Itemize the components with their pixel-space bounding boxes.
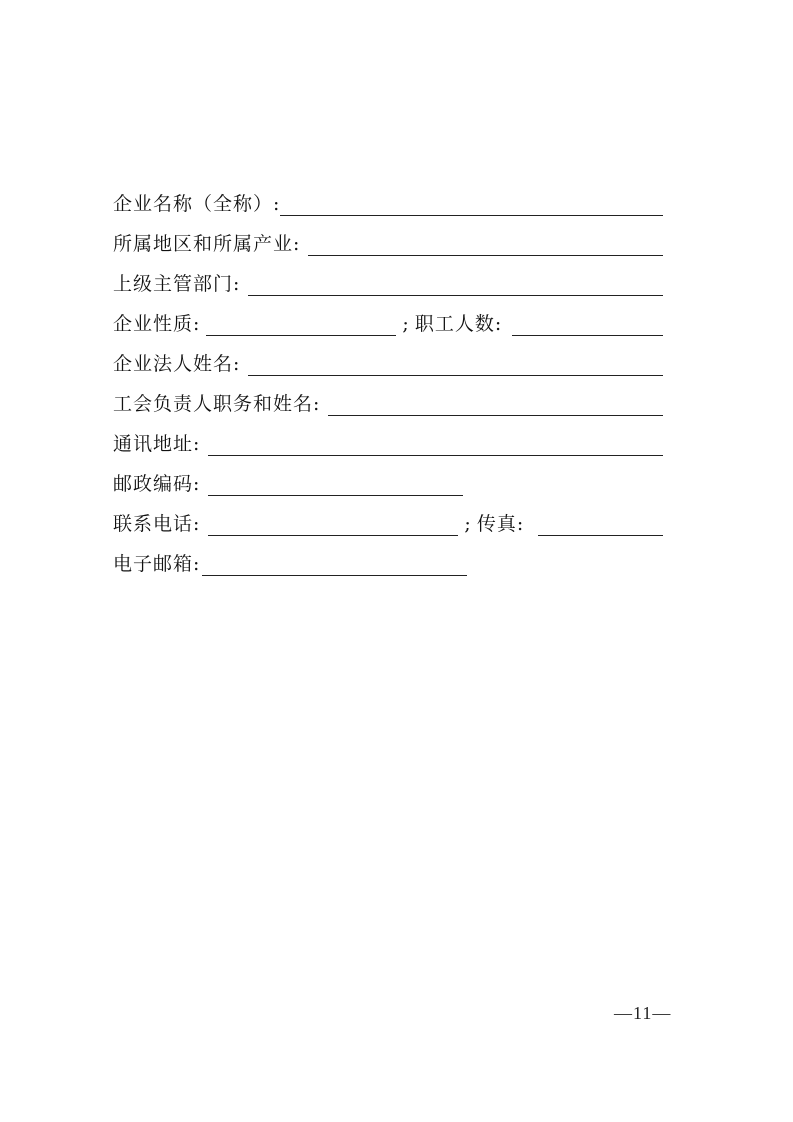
row-email: [113, 540, 663, 580]
legal-rep-label: 企业法人姓名:: [113, 353, 241, 375]
row-region-industry: [113, 220, 663, 260]
region-industry-label: 所属地区和所属产业:: [113, 233, 301, 255]
row-address: [113, 420, 663, 460]
email-label: 电子邮箱:: [113, 553, 201, 575]
row-supervisor: [113, 260, 663, 300]
legal-rep-blank[interactable]: [248, 353, 663, 376]
company-name-blank[interactable]: [280, 193, 663, 216]
union-head-blank[interactable]: [328, 393, 663, 416]
separator: ;: [464, 513, 471, 535]
row-legal-rep: [113, 340, 663, 380]
address-blank[interactable]: [208, 433, 663, 456]
row-nature-staff: [113, 300, 663, 340]
row-union-head: [113, 380, 663, 420]
staff-count-label: 职工人数:: [414, 313, 503, 335]
nature-label: 企业性质:: [113, 313, 201, 335]
supervisor-label: 上级主管部门:: [113, 273, 241, 295]
nature-blank[interactable]: [206, 313, 396, 336]
row-postcode: [113, 460, 663, 500]
enterprise-info-form: [113, 180, 663, 580]
company-name-label: 企业名称（全称）:: [113, 193, 281, 215]
union-head-label: 工会负责人职务和姓名:: [113, 393, 321, 415]
page-number: —11—: [614, 1003, 672, 1023]
staff-count-blank[interactable]: [512, 313, 663, 336]
email-blank[interactable]: [202, 553, 467, 576]
phone-blank[interactable]: [208, 513, 458, 536]
separator: ;: [402, 313, 409, 335]
postcode-label: 邮政编码:: [113, 473, 201, 495]
supervisor-blank[interactable]: [248, 273, 663, 296]
postcode-blank[interactable]: [208, 473, 463, 496]
row-company-name: [113, 180, 663, 220]
fax-blank[interactable]: [538, 513, 663, 536]
fax-label: 传真:: [476, 513, 525, 535]
row-phone-fax: [113, 500, 663, 540]
region-industry-blank[interactable]: [308, 233, 663, 256]
phone-label: 联系电话:: [113, 513, 201, 535]
address-label: 通讯地址:: [113, 433, 201, 455]
